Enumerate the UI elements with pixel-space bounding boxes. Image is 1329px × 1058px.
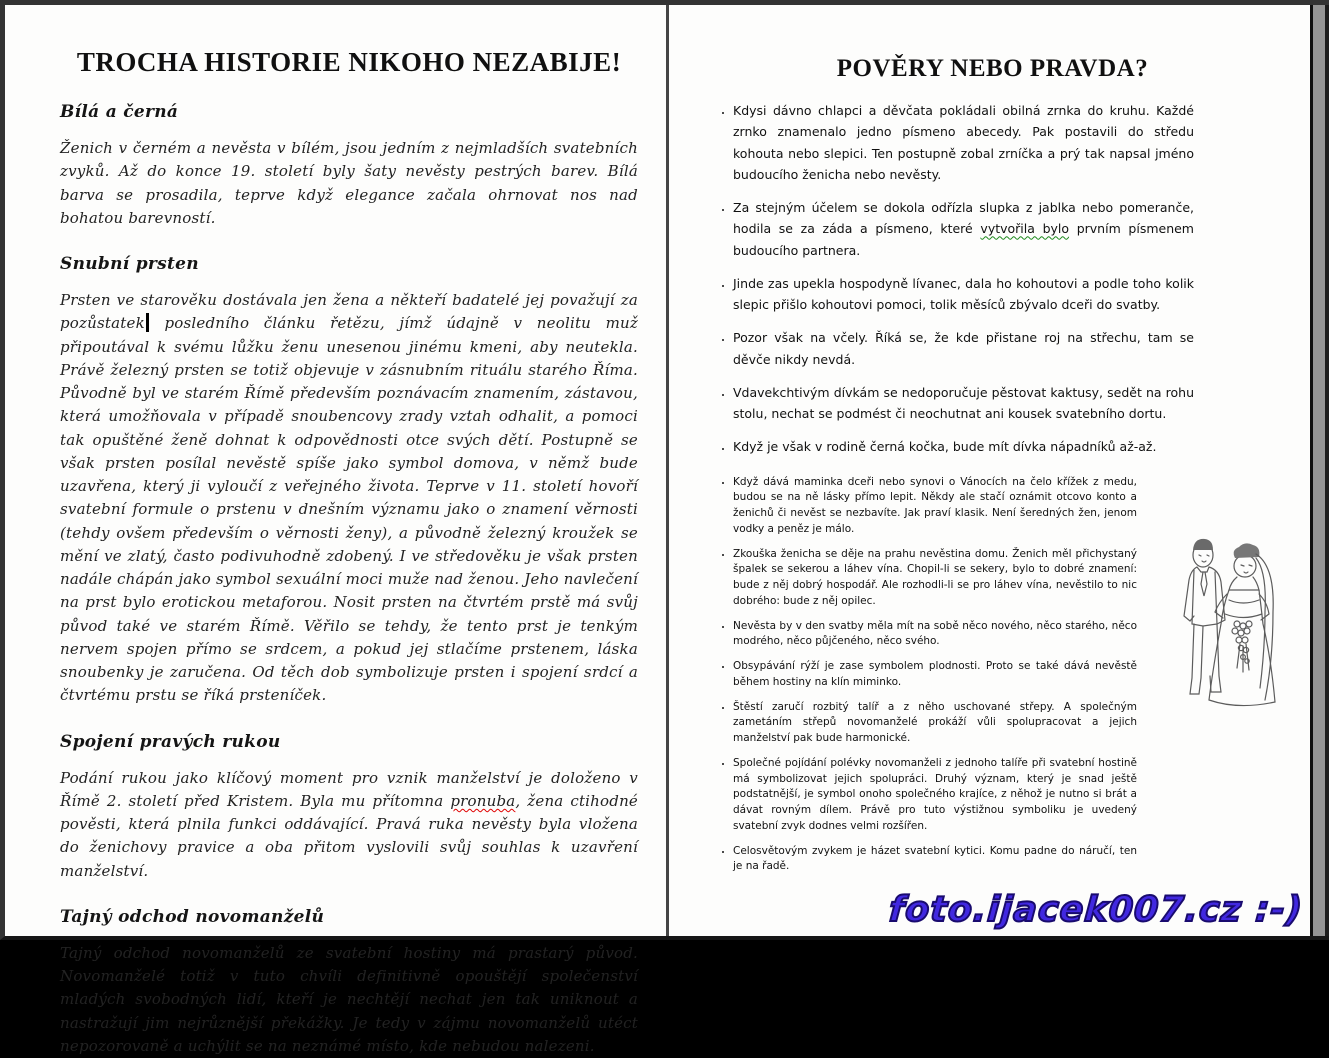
bullet-text: Zkouška ženicha se děje na prahu nevěstina domu. Ženich měl přichystaný špalek se sekerou a láhev vína. Chopil-li se sekery, bylo to dobré znamení: bude z něj dobrý hospodář. Ale rozhodli-li se pro láhev vína, nevěstilo to nic dobrého: bude z něj opilec.	[733, 547, 1137, 607]
superstitions-list-large	[707, 100, 1194, 458]
paragraph-snubni-prsten	[60, 289, 638, 708]
paragraph-text: , žena ctihodné pověsti, která plnila funkci oddávající. Pravá ruka nevěsty byla vložena do ženichovy pravice a oba přitom vyslovili svůj souhlas k uzavření manželství.	[60, 791, 639, 880]
page-divider	[666, 5, 669, 936]
paragraph-bila-a-cerna: Ženich v černém a nevěsta v bílém, jsou jedním z nejmladších svatebních zvyků. Až do konce 19. století byly šaty nevěsty pestrých barev. Bílá barva se prosadila, teprve když elegance začala ohrnovat nos nad bohatou barevností.	[60, 139, 638, 227]
list-item	[733, 547, 1137, 610]
text-cursor-caret	[146, 313, 149, 332]
bullet-text: Kdysi dávno chlapci a děvčata pokládali obilná zrnka do kruhu. Každé zrnko znamenalo jedno písmeno abecedy. Pak postavili do středu kohouta nebo slepici. Ten postupně zobal zrníčka a prý tak napsal jméno budoucího ženicha nebo nevěsty.	[733, 103, 1194, 182]
list-item	[733, 100, 1194, 185]
list-item	[733, 844, 1137, 876]
bullet-text: Obsypávání rýží je zase symbolem plodnosti. Proto se také dává nevěstě během hostiny na klín miminko.	[733, 660, 1137, 688]
bullet-text: Celosvětovým zvykem je házet svatební kytici. Komu padne do náručí, ten je na řadě.	[733, 844, 1137, 873]
list-item	[733, 436, 1194, 457]
list-item	[733, 273, 1194, 316]
section-heading-bila-a-cerna: Bílá a černá	[60, 102, 179, 122]
photographer-watermark: foto.ijacek007.cz :-)	[887, 890, 1305, 930]
right-page-title: POVĚRY NEBO PRAVDA?	[836, 55, 1149, 82]
list-item	[733, 475, 1137, 538]
page-left-text-area[interactable]	[60, 33, 638, 1058]
bullet-text: Jinde zas upekla hospodyně lívanec, dala ho kohoutovi a podle toho kolik slepic přišlo kohoutovi pomoci, tolik měsíců zbývalo dceři do svatby.	[733, 275, 1194, 312]
bullet-text: Za stejným účelem se dokola odřízla slupka z jablka nebo pomeranče, hodila se za záda a písmeno, které	[733, 200, 1194, 237]
spellcheck-flagged-word: pronuba	[450, 791, 516, 810]
superstitions-list-small	[707, 475, 1137, 876]
section-heading-tajny-odchod: Tajný odchod novomanželů	[60, 906, 325, 927]
bullet-text: Společné pojídání polévky novomanželi z jednoho talíře při svatební hostině má symbolizovat jejich spolupráci. Druhý význam, který je snad ještě podstatnější, je symbol onoho společného krajíce, z něhož je nutno si brát a dávat rovným dílem. Právě pro tuto výstižnou symboliku je uvedený svatební zvyk dodnes velmi rozšířen.	[733, 756, 1137, 832]
bullet-text: prvním písmenem budoucího partnera.	[733, 221, 1194, 258]
bullet-text: Nevěsta by v den svatby měla mít na sobě něco nového, něco starého, něco modrého, něco půjčeného, něco svého.	[733, 619, 1137, 648]
bullet-text: Když dává maminka dceři nebo synovi o Vánocích na čelo křížek z medu, budou se na ně lásky přímo lepit. Někdy ale stačí oznámit otcovo konto a ženichů či nevěst se nezbavíte. Jak praví klasik. Není šeredných žen, jenom vodky a peněz je málo.	[733, 475, 1137, 535]
bullet-text: Vdavekchtivým dívkám se nedoporučuje pěstovat kaktusy, sedět na rohu stolu, nechat se podmést či neochutnat ani kousek svatebního dortu.	[733, 384, 1194, 421]
list-item	[733, 327, 1194, 370]
paragraph-text: posledního článku řetězu, jímž údajně v neolitu muž připoutával k svému lůžku ženu unesenou jinému kmeni, aby neutekla. Právě železný prsten se totiž objevuje v zásnubním rituálu starého Říma. Původně byl ve starém Římě především poznávacím znamením, zástavou, která umožňovala v případě snoubencovy zrady vztah odhalit, a pomoci tak opuštěné ženě dohnat k odpovědnosti otce svých dětí. Postupně se však prsten posílal nevěstě spíše jako symbol domova, v němž bude uzavřena, který ji vyloučí z veřejného života. Teprve v 11. století hovoří svatební formule o prstenu v dnešním významu jako o znamení věrnosti (tehdy ovšem především o věrnosti ženy), a původně železný kroužek se mění ve zlatý, často podivuhodně zdobený. I ve středověku je však prsten nadále chápán jako symbol sexuální moci muže nad ženou. Jeho navlečení na prst bylo erotickou metaforou. Nosit prsten na čtvrtém prstě má svůj původ také ve starém Římě. Věřilo se tehdy, že tento prst je tenkým nervem spojen přímo se srdcem, a pokud jej stlačíme prstenem, láska snoubenky je zaručena. Od těch dob symbolizuje prsten i spojení srdcí a čtvrtému prstu se říká prsteníček.	[60, 314, 638, 705]
bride-groom-clipart-image	[1163, 527, 1308, 719]
list-item	[733, 382, 1194, 425]
bullet-text: Když je však v rodině černá kočka, bude mít dívka nápadníků až-až.	[733, 439, 1157, 455]
right-edge-strip	[1310, 5, 1329, 936]
section-heading-spojeni-pravych-rukou: Spojení pravých rukou	[60, 731, 281, 752]
page-right-text-area[interactable]	[707, 100, 1194, 884]
list-item	[733, 197, 1194, 261]
paragraph-text: Prsten ve starověku dostávala jen žena a někteří badatelé jej považují za pozůstatek	[60, 291, 638, 333]
bullet-text: Štěstí zaručí rozbitý talíř a z něho uschované střepy. A společným zametáním střepů novomanželé prokáží vůli spolupracovat a jejich manželství pak bude harmonické.	[733, 700, 1137, 744]
paragraph-spojeni-pravych-rukou	[60, 767, 638, 883]
list-item	[733, 659, 1137, 691]
list-item	[733, 619, 1137, 651]
left-page-title: TROCHA HISTORIE NIKOHO NEZABIJE!	[76, 47, 622, 77]
section-heading-snubni-prsten: Snubní prsten	[60, 254, 199, 274]
paragraph-text: Podání rukou jako klíčový moment pro vznik manželství je doloženo v Římě 2. století před Kristem. Byla mu přítomna	[60, 768, 638, 810]
grammar-flagged-phrase: vytvořila bylo	[980, 221, 1070, 237]
list-item	[733, 756, 1137, 835]
bullet-text: Pozor však na včely. Říká se, že kde přistane roj na střechu, tam se děvče nikdy nevdá.	[733, 330, 1194, 367]
list-item	[733, 700, 1137, 747]
paragraph-tajny-odchod: Tajný odchod novomanželů ze svatební hostiny má prastarý původ. Novomanželé totiž v tuto chvíli definitivně opouštějí společenství mladých svobodných lidí, kteří je nechtějí nechat jen tak uniknout a nastražují jim nejrůznější překážky. Je tedy v zájmu novomanželů utéct nepozorovaně a uchýlit se na neznámé místo, kde nebudou nalezeni.	[60, 943, 638, 1055]
